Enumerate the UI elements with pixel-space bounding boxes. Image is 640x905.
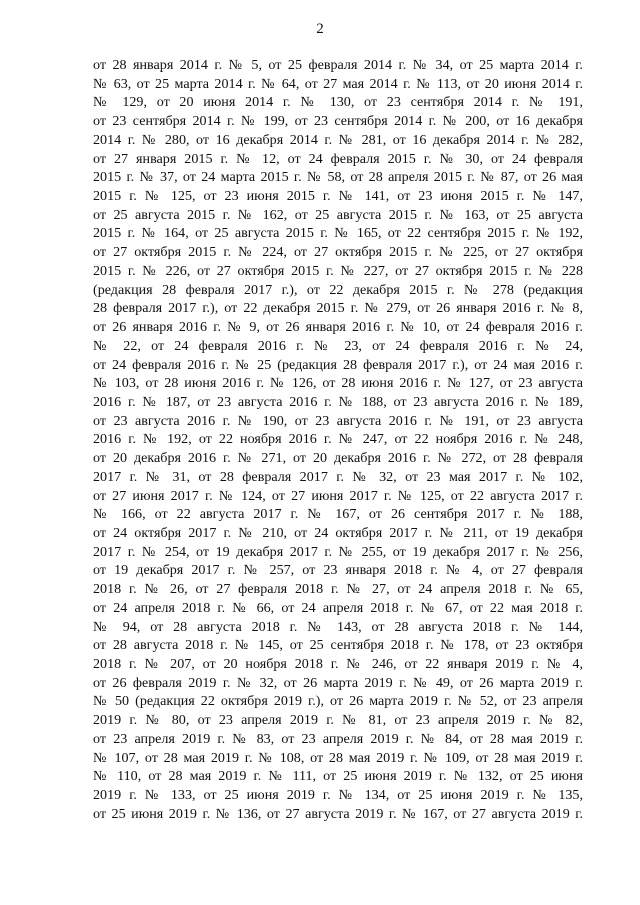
text-line: от 23 сентября 2014 г. № 199, от 23 сентября 2014 г. № 200, от 16 декабря (93, 113, 583, 130)
text-line: от 20 декабря 2016 г. № 271, от 20 декабря 2016 г. № 272, от 28 февраля (93, 450, 583, 467)
text-line: 2019 г. № 133, от 25 июня 2019 г. № 134, от 25 июня 2019 г. № 135, (93, 787, 583, 804)
text-line: 2017 г. № 254, от 19 декабря 2017 г. № 255, от 19 декабря 2017 г. № 256, (93, 543, 583, 560)
text-line: № 94, от 28 августа 2018 г. № 143, от 28 августа 2018 г. № 144, (93, 618, 583, 635)
text-line: 2018 г. № 207, от 20 ноября 2018 г. № 246, от 22 января 2019 г. № 4, (93, 656, 583, 672)
text-line: № 110, от 28 мая 2019 г. № 111, от 25 июня 2019 г. № 132, от 25 июня (93, 768, 583, 785)
text-line: № 63, от 25 марта 2014 г. № 64, от 27 мая 2014 г. № 113, от 20 июня 2014 г. (93, 75, 583, 92)
text-line: № 166, от 22 августа 2017 г. № 167, от 26 сентября 2017 г. № 188, (93, 506, 583, 523)
text-line: от 28 августа 2018 г. № 145, от 25 сентября 2018 г. № 178, от 23 октября (93, 637, 583, 654)
text-line: 2016 г. № 192, от 22 ноября 2016 г. № 247, от 22 ноября 2016 г. № 248, (93, 431, 583, 448)
text-line: 2015 г. № 164, от 25 августа 2015 г. № 165, от 22 сентября 2015 г. № 192, (93, 225, 583, 242)
text-line: 2014 г. № 280, от 16 декабря 2014 г. № 281, от 16 декабря 2014 г. № 282, (93, 131, 583, 148)
text-line: от 26 января 2016 г. № 9, от 26 января 2016 г. № 10, от 24 февраля 2016 г. (93, 319, 583, 336)
text-line: (редакция 28 февраля 2017 г.), от 22 декабря 2015 г. № 278 (редакция (93, 281, 583, 298)
text-line: от 27 октября 2015 г. № 224, от 27 октября 2015 г. № 225, от 27 октября (93, 244, 583, 261)
text-line: от 28 января 2014 г. № 5, от 25 февраля 2014 г. № 34, от 25 марта 2014 г. (93, 57, 583, 73)
text-line: от 27 января 2015 г. № 12, от 24 февраля 2015 г. № 30, от 24 февраля (93, 150, 583, 167)
text-line: от 25 июня 2019 г. № 136, от 27 августа 2019 г. № 167, от 27 августа 2019 г. (93, 805, 583, 822)
text-line: № 50 (редакция 22 октября 2019 г.), от 26 марта 2019 г. № 52, от 23 апреля (93, 693, 583, 710)
text-line: от 23 апреля 2019 г. № 83, от 23 апреля 2019 г. № 84, от 28 мая 2019 г. (93, 730, 583, 747)
text-line: 2017 г. № 31, от 28 февраля 2017 г. № 32, от 23 мая 2017 г. № 102, (93, 468, 583, 485)
text-line: от 27 июня 2017 г. № 124, от 27 июня 2017 г. № 125, от 22 августа 2017 г. (93, 487, 583, 504)
text-line: 2015 г. № 125, от 23 июня 2015 г. № 141, от 23 июня 2015 г. № 147, (93, 188, 583, 205)
text-line: от 23 августа 2016 г. № 190, от 23 августа 2016 г. № 191, от 23 августа (93, 412, 583, 429)
text-line: 2019 г. № 80, от 23 апреля 2019 г. № 81, от 23 апреля 2019 г. № 82, (93, 712, 583, 729)
text-line: от 19 декабря 2017 г. № 257, от 23 января 2018 г. № 4, от 27 февраля (93, 562, 583, 579)
text-line: от 25 августа 2015 г. № 162, от 25 августа 2015 г. № 163, от 25 августа (93, 206, 583, 223)
page-number: 2 (316, 21, 324, 37)
text-line: № 129, от 20 июня 2014 г. № 130, от 23 сентября 2014 г. № 191, (93, 94, 583, 111)
text-line: от 24 февраля 2016 г. № 25 (редакция 28 февраля 2017 г.), от 24 мая 2016 г. (93, 356, 583, 373)
text-line: от 26 февраля 2019 г. № 32, от 26 марта 2019 г. № 49, от 26 марта 2019 г. (93, 674, 583, 691)
text-line: 28 февраля 2017 г.), от 22 декабря 2015 г. № 279, от 26 января 2016 г. № 8, (93, 300, 583, 317)
text-line: 2018 г. № 26, от 27 февраля 2018 г. № 27, от 24 апреля 2018 г. № 65, (93, 581, 583, 598)
text-line: № 107, от 28 мая 2019 г. № 108, от 28 мая 2019 г. № 109, от 28 мая 2019 г. (93, 749, 583, 766)
text-line: 2016 г. № 187, от 23 августа 2016 г. № 188, от 23 августа 2016 г. № 189, (93, 393, 583, 410)
text-line: № 103, от 28 июня 2016 г. № 126, от 28 июня 2016 г. № 127, от 23 августа (93, 375, 583, 392)
text-line: 2015 г. № 37, от 24 марта 2015 г. № 58, от 28 апреля 2015 г. № 87, от 26 мая (93, 169, 583, 186)
document-body-text (93, 56, 583, 823)
text-line: от 24 октября 2017 г. № 210, от 24 октября 2017 г. № 211, от 19 декабря (93, 524, 583, 541)
text-line: от 24 апреля 2018 г. № 66, от 24 апреля 2018 г. № 67, от 22 мая 2018 г. (93, 599, 583, 616)
text-line: 2015 г. № 226, от 27 октября 2015 г. № 227, от 27 октября 2015 г. № 228 (93, 262, 583, 279)
text-line: № 22, от 24 февраля 2016 г. № 23, от 24 февраля 2016 г. № 24, (93, 337, 583, 354)
